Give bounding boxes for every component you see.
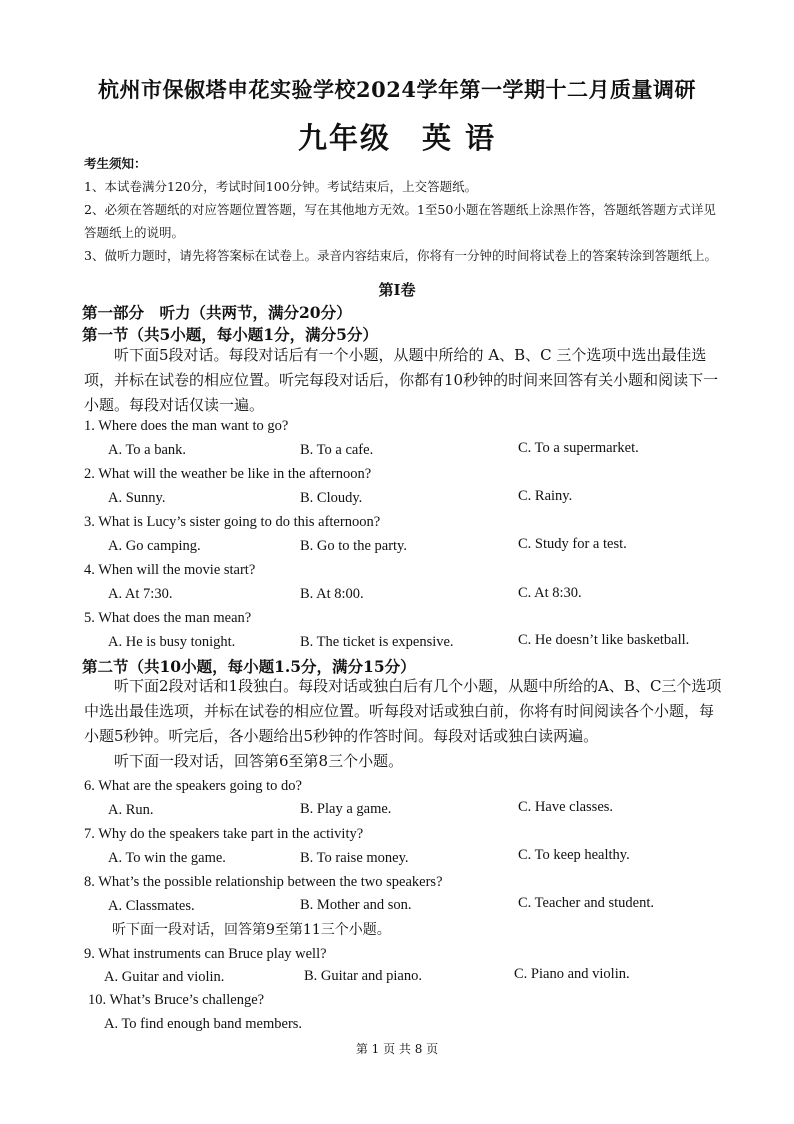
section1-instruction: 听下面5段对话。每段对话后有一个小题，从题中所给的 A、B、C 三个选项中选出最佳选项，并标在试卷的相应位置。听完每段对话后，你都有10秒钟的时间来回答有关小题和阅读下一小题。每段对话仅读一遍。	[84, 346, 719, 414]
question-2: 2. What will the weather be like in the afternoon?	[84, 466, 372, 482]
q4-option-c: C. At 8:30.	[518, 585, 582, 601]
q6-option-b: B. Play a game.	[300, 801, 392, 817]
q5-option-b: B. The ticket is expensive.	[300, 634, 454, 650]
section2-heading: 第二节（共10小题，每小题1.5分，满分15分）	[82, 657, 416, 676]
question-9: 9. What instruments can Bruce play well?	[84, 946, 327, 962]
q5-option-c: C. He doesn’t like basketball.	[518, 632, 690, 648]
q8-option-b: B. Mother and son.	[300, 897, 412, 913]
q3-option-a: A. Go camping.	[108, 538, 201, 554]
page-footer: 第 1 页 共 8 页	[355, 1042, 439, 1056]
q10-option-a: A. To find enough band members.	[104, 1016, 303, 1032]
section1-heading: 第一节（共5小题，每小题1分，满分5分）	[82, 325, 378, 344]
question-8: 8. What’s the possible relationship between the two speakers?	[84, 874, 443, 890]
question-7: 7. Why do the speakers take part in the activity?	[84, 826, 364, 842]
q9-option-a: A. Guitar and violin.	[104, 969, 225, 985]
q5-option-a: A. He is busy tonight.	[108, 634, 236, 650]
q3-option-c: C. Study for a test.	[518, 536, 627, 552]
part1-heading: 第一部分 听力（共两节，满分20分）	[82, 303, 352, 322]
section2-sub2: 听下面一段对话，回答第9至第11三个小题。	[112, 922, 391, 938]
notice-block	[84, 152, 724, 267]
q7-option-b: B. To raise money.	[300, 850, 409, 866]
question-10: 10. What’s Bruce’s challenge?	[88, 992, 265, 1008]
section2-instruction: 听下面2段对话和1段独白。每段对话或独白后有几个小题，从题中所给的A、B、C三个选项中选出最佳选项，并标在试卷的相应位置。听每段对话或独白前，你将有时间阅读各个小题，每小题5秒钟。听完后，各小题给出5秒钟的作答时间。每段对话或独白读两遍。	[84, 677, 722, 745]
q3-option-b: B. Go to the party.	[300, 538, 407, 554]
q7-option-c: C. To keep healthy.	[518, 847, 630, 863]
q6-option-c: C. Have classes.	[518, 799, 614, 815]
question-6: 6. What are the speakers going to do?	[84, 778, 302, 794]
q8-option-c: C. Teacher and student.	[518, 895, 655, 911]
q9-option-b: B. Guitar and piano.	[304, 968, 422, 984]
q7-option-a: A. To win the game.	[108, 850, 226, 866]
q2-option-a: A. Sunny.	[108, 490, 166, 506]
q6-option-a: A. Run.	[108, 802, 154, 818]
q4-option-b: B. At 8:00.	[300, 586, 364, 602]
q4-option-a: A. At 7:30.	[108, 586, 173, 602]
section2-sub1: 听下面一段对话，回答第6至第8三个小题。	[114, 752, 404, 770]
subject-title: 九年级 英 语	[297, 121, 497, 155]
exam-title: 杭州市保俶塔申花实验学校2024学年第一学期十二月质量调研	[98, 77, 696, 102]
notice-heading: 考生须知：	[84, 156, 147, 171]
volume-heading: 第Ⅰ卷	[378, 281, 416, 299]
notice-item-3: 3、做听力题时，请先将答案标在试卷上。录音内容结束后，你将有一分钟的时间将试卷上的答案转涂到答题纸上。	[84, 248, 717, 263]
q1-option-a: A. To a bank.	[108, 442, 187, 458]
notice-item-2: 2、必须在答题纸的对应答题位置答题，写在其他地方无效。1至50小题在答题纸上涂黑作答，答题纸答题方式详见答题纸上的说明。	[84, 202, 716, 240]
q2-option-c: C. Rainy.	[518, 488, 573, 504]
question-4: 4. When will the movie start?	[84, 562, 256, 578]
q2-option-b: B. Cloudy.	[300, 490, 363, 506]
question-1: 1. Where does the man want to go?	[84, 418, 289, 434]
question-5: 5. What does the man mean?	[84, 610, 252, 626]
q8-option-a: A. Classmates.	[108, 898, 195, 914]
q9-option-c: C. Piano and violin.	[514, 966, 630, 982]
question-3: 3. What is Lucy’s sister going to do this afternoon?	[84, 514, 381, 530]
notice-item-1: 1、本试卷满分120分，考试时间100分钟。考试结束后，上交答题纸。	[84, 179, 478, 194]
q1-option-c: C. To a supermarket.	[518, 440, 639, 456]
q1-option-b: B. To a cafe.	[300, 442, 374, 458]
